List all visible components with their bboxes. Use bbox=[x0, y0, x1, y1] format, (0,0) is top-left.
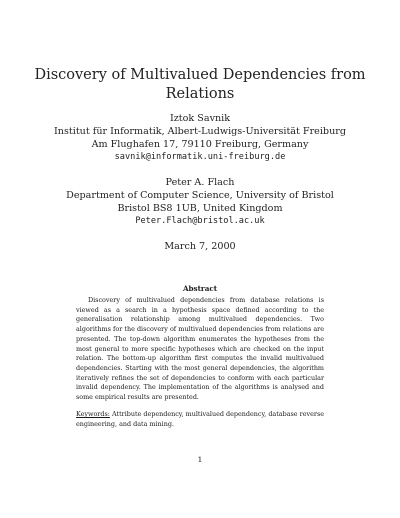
keywords-text: Attribute dependency, multivalued dependency, database reverse engineering, and data mining. bbox=[76, 410, 324, 428]
author-email: Peter.Flach@bristol.ac.uk bbox=[135, 216, 265, 226]
keywords bbox=[76, 410, 324, 429]
author-block-savnik bbox=[0, 112, 400, 164]
keywords-label: Keywords: bbox=[76, 410, 110, 418]
author-address: Bristol BS8 1UB, United Kingdom bbox=[117, 203, 283, 214]
paper-title bbox=[0, 66, 400, 104]
title-line-1: Discovery of Multivalued Dependencies from bbox=[34, 67, 366, 83]
author-affiliation: Department of Computer Science, University of Bristol bbox=[66, 190, 334, 201]
author-address: Am Flughafen 17, 79110 Freiburg, Germany bbox=[91, 139, 309, 150]
author-email: savnik@informatik.uni-freiburg.de bbox=[114, 152, 286, 162]
page-number: 1 bbox=[197, 455, 203, 464]
author-list bbox=[0, 112, 400, 228]
author-block-flach bbox=[0, 176, 400, 228]
title-line-2: Relations bbox=[165, 86, 235, 102]
author-name: Peter A. Flach bbox=[165, 177, 235, 188]
author-name: Iztok Savnik bbox=[169, 113, 231, 124]
author-affiliation: Institut für Informatik, Albert-Ludwigs-Universität Freiburg bbox=[54, 126, 346, 137]
abstract-text: Discovery of multivalued dependencies from database relations is viewed as a search in a hypothesis space defined according to the generalisation relationship among multivalued dependencies. Two algorithms for the discovery of multivalued dependencies from relations are presented. The top-down algorithm enumerates the hypotheses from the most general to more specific hypotheses which are checked on the input relation. The bottom-up algorithm first computes the invalid multivalued dependencies. Starting with the most general dependencies, the algorithm iteratively refines the set of dependencies to conform with each particular invalid dependency. The implementation of the algorithms is analysed and some empirical results are presented. bbox=[76, 296, 324, 402]
abstract-heading: Abstract bbox=[182, 284, 218, 293]
paper-date: March 7, 2000 bbox=[164, 241, 236, 252]
